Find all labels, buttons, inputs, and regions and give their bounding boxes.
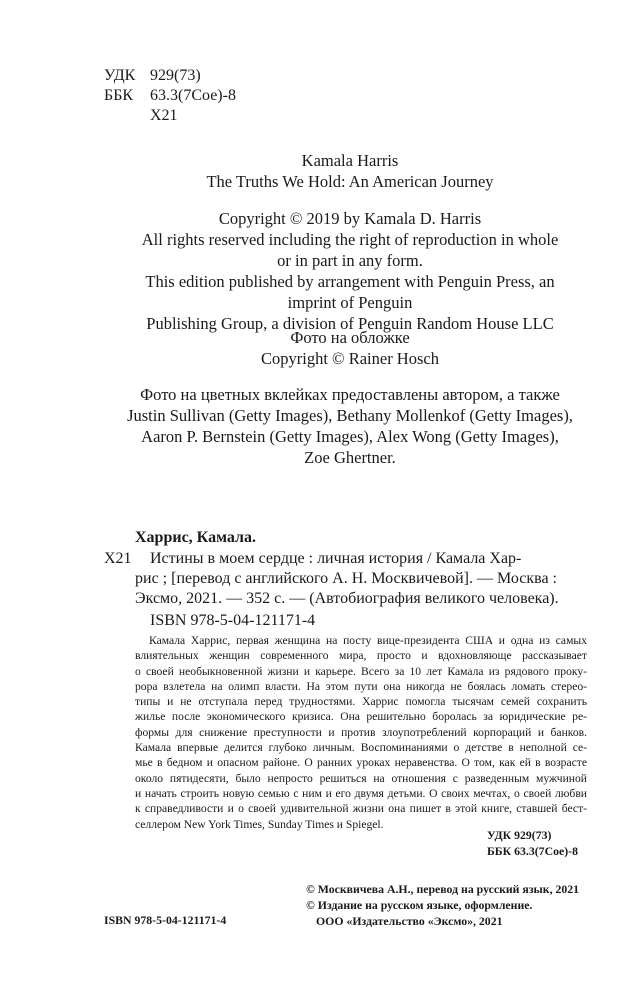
annotation	[135, 633, 587, 832]
footer-copyright-line: ООО «Издательство «Эксмо», 2021	[316, 914, 503, 928]
rights-line: All rights reserved including the right of reproduction in whole	[141, 230, 559, 249]
footer-copyright-line: © Издание на русском языке, оформление.	[306, 898, 533, 912]
udk-value: 929(73)	[150, 67, 201, 84]
annotation-line: формы для снижение преступности и против злоупотреблений корпораций и банков.	[135, 725, 587, 739]
annotation-line: Камала Харрис, первая женщина на посту вице-президента США и одна из самых	[149, 634, 587, 647]
annotation-bbk: ББК 63.3(7Сое)-8	[487, 844, 578, 858]
cover-photo-credit	[60, 327, 640, 369]
footer-copyright-line: © Москвичева А.Н., перевод на русский язык, 2021	[306, 882, 580, 896]
biblio-isbn: ISBN 978-5-04-121171-4	[150, 612, 316, 629]
cover-photo-line: Фото на обложке	[290, 328, 410, 347]
original-author-title	[60, 150, 640, 192]
annotation-line: Камала впервые делится глубоко личным. Воспоминаниями о детстве в неполной се-	[135, 741, 587, 755]
annotation-line: мье в бедном и опасном районе. О ранних уроках неравенства. О том, как ей в возрасте	[135, 756, 587, 770]
annotation-line: рора взлетела на олимп власти. На этом пути она никогда не боялась ломать стерео-	[135, 679, 587, 693]
insert-photo-line: Justin Sullivan (Getty Images), Bethany Mollenkof (Getty Images),	[127, 406, 573, 425]
annotation-line: о своей необыкновенной жизни и карьере. Всего за 10 лет Камала из рядового проку-	[135, 664, 587, 678]
biblio-line: Истины в моем сердце : личная история / Камала Хар-	[150, 550, 522, 567]
annotation-line: и начать строить новую семью с ним и его двумя детьми. О своих мечтах, о своей любви	[135, 786, 587, 800]
biblio-line: Эксмо, 2021. — 352 с. — (Автобиография великого человека).	[135, 590, 559, 607]
insert-photo-line: Aaron P. Bernstein (Getty Images), Alex Wong (Getty Images),	[141, 427, 559, 446]
rights-line: imprint of Penguin	[287, 293, 413, 312]
insert-photo-line: Zoe Ghertner.	[304, 448, 396, 467]
annotation-line: к справедливости и о своей удивительной жизни она пишет в этой книге, ставшей бест-	[135, 802, 587, 816]
annotation-udk: УДК 929(73)	[487, 828, 552, 842]
biblio-line: рис ; [перевод с английского А. Н. Москвичевой]. — Москва :	[135, 570, 557, 587]
cover-photo-line: Copyright © Rainer Hosch	[261, 349, 439, 368]
annotation-line: селлером New York Times, Sunday Times и Spiegel.	[135, 817, 384, 831]
original-title: The Truths We Hold: An American Journey	[206, 172, 494, 191]
footer-isbn: ISBN 978-5-04-121171-4	[104, 913, 227, 927]
annotation-line: влиятельных женщин современного мира, просто и вдохновляюще рассказывает	[135, 649, 587, 663]
biblio-heading: Харрис, Камала.	[135, 529, 256, 546]
rights-line: Publishing Group, a division of Penguin Random House LLC	[146, 314, 554, 333]
bbk-label: ББК	[104, 87, 134, 104]
author-mark: Х21	[150, 107, 178, 124]
udk-label: УДК	[104, 67, 136, 84]
rights-line: This edition published by arrangement with Penguin Press, an	[145, 272, 555, 291]
rights-line: or in part in any form.	[277, 251, 423, 270]
annotation-line: жилье после экономического кризиса. Она решительно боролась за юридические ре-	[135, 710, 587, 724]
rights-line: Copyright © 2019 by Kamala D. Harris	[218, 209, 482, 228]
original-author: Kamala Harris	[301, 151, 399, 170]
insert-photo-line: Фото на цветных вклейках предоставлены автором, а также	[140, 385, 560, 404]
insert-photo-credits	[60, 384, 640, 468]
bbk-value: 63.3(7Сое)-8	[150, 87, 236, 104]
annotation-line: около пятидесяти, было непросто решиться на отношения с разведенным мужчиной	[135, 771, 587, 785]
biblio-mark: Х21	[104, 550, 132, 567]
rights-block	[60, 208, 640, 334]
annotation-line: типы и не отступала перед трудностями. Харрис помогла тысячам семей сохранить	[135, 695, 587, 709]
